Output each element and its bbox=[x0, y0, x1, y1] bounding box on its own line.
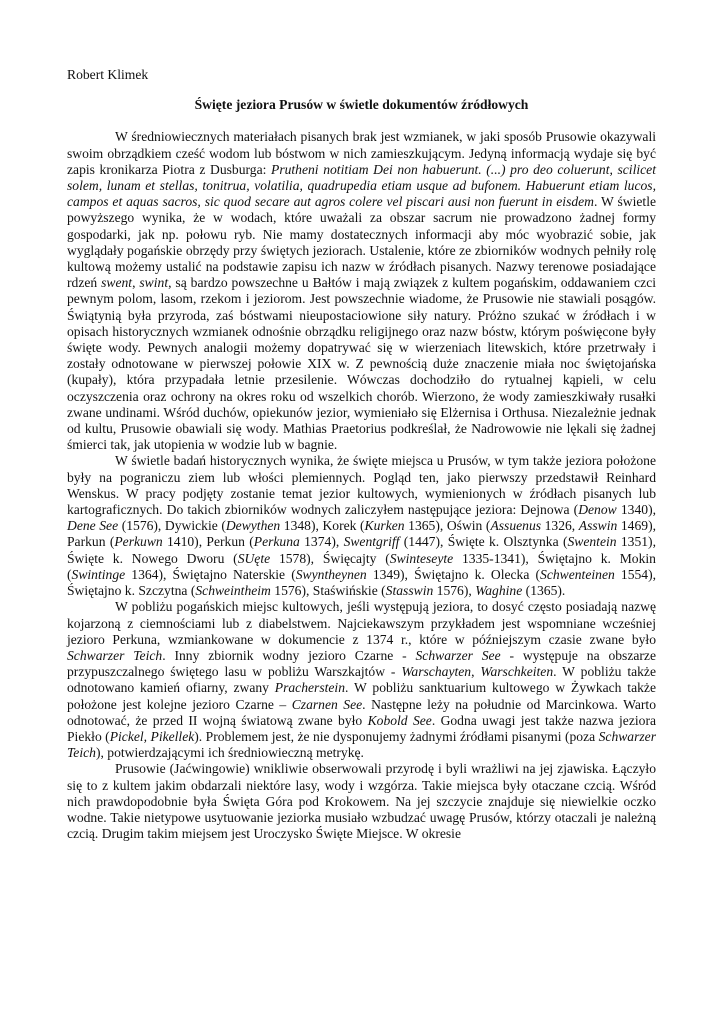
document-page bbox=[67, 67, 656, 842]
author-name: Robert Klimek bbox=[67, 67, 149, 82]
document-title: Święte jeziora Prusów w świetle dokumentów źródłowych bbox=[194, 97, 529, 113]
paragraph-1: W średniowiecznych materiałach pisanych brak jest wzmianek, w jaki sposób Prusowie okazywali swoim obrządkiem cześć wodom lub bóstwom w nich zamieszkującym. Jedyną informacją wydaje się być zapis kronikarza Piotra z Dusburga: Prutheni notitiam Dei non habuerunt. (...) pro deo coluerunt, scilicet solem, lunam et stellas, tonitrua, volatilia, quadrupedia etiam usque ad bufonem. Habuerunt etiam lucos, campos et aquas sacros, sic quod secare aut agros colere vel piscari ausi non fuerunt in eisdem. W świetle powyższego wynika, że w wodach, które uważali za obszar sacrum nie prowadzono żadnej formy gospodarki, jak np. połowu ryb. Nie mamy dostatecznych informacji aby móc wyobrazić sobie, jak wyglądały pogańskie obrzędy przy świętych jeziorach. Ustalenie, które ze zbiorników wodnych pełniły rolę kultową możemy ustalić na podstawie zapisu ich nazw w źródłach pisanych. Nazwy terenowe posiadające rdzeń swent, swint, są bardzo powszechne u Bałtów i mają związek z kultem pogańskim, oddawaniem czci pewnym polom, lasom, rzekom i jeziorom. Jest powszechnie wiadome, że Prusowie nie stawiali posągów. Świątynią była przyroda, zaś bóstwami nieupostaciowione siły natury. Próżno szukać w źródłach i w opisach historycznych wzmianek odnośnie obrządku religijnego oraz nazw bóstw, którym poświęcone były święte wody. Pewnych analogii możemy dopatrywać się w wierzeniach litewskich, które przetrwały i zostały odnotowane w pierwszej połowie XIX w. Z pewnością duże znaczenie miała noc świętojańska (kupały), która przypadała letnie przesilenie. Wówczas dochodziło do rytualnej kąpieli, w celu oczyszczenia oraz ochrony na okres roku od wszelkich chorób. Wierzono, że wody zamieszkiwały rusałki zwane undinami. Wśród duchów, opiekunów jezior, wymieniało się Elżernisa i Orthusa. Niezależnie jednak od kultu, Prusowie obawiali się wody. Mathias Praetorius podkreślał, że Nadrowowie nie lękali się żadnej śmierci tak, jak utopienia w wodzie lub w bagnie. bbox=[67, 129, 657, 453]
paragraph-4: Prusowie (Jaćwingowie) wnikliwie obserwowali przyrodę i byli wrażliwi na jej zjawiska. Łączyło się to z kultem jakim obdarzali niektóre lasy, wody i wzgórza. Takie miejsca były otaczane czcią. Wśród nich prawdopodobnie była Święta Góra pod Krokowem. Na jej szczycie znajduje się niewielkie oczko wodne. Takie nietypowe usytuowanie jeziorka musiało wzbudzać uwagę Prusów, którzy otaczali je należną czcią. Drugim takim miejsem jest Uroczysko Święte Miejsce. W okresie bbox=[67, 761, 656, 842]
paragraph-2: W świetle badań historycznych wynika, że święte miejsca u Prusów, w tym także jeziora położone były na pograniczu ziem lub włości plemiennych. Pogląd ten, jako pierwszy przedstawił Reinhard Wenskus. W pracy podjęty zostanie temat jezior kultowych, wymienionych w źródłach pisanych lub kartograficznych. Do takich zbiorników wodnych zaliczyłem następujące jeziora: Dejnowa (Denow 1340), Dene See (1576), Dywickie (Dewythen 1348), Korek (Kurken 1365), Oświn (Assuenus 1326, Asswin 1469), Parkun (Perkuwn 1410), Perkun (Perkuna 1374), Swentgriff (1447), Święte k. Olsztynka (Swentein 1351), Święte k. Nowego Dworu (SUęte 1578), Święcajty (Swinteseyte 1335-1341), Świętajno k. Mokin (Swintinge 1364), Świętajno Naterskie (Swyntheynen 1349), Świętajno k. Olecka (Schwenteinen 1554), Świętajno k. Szczytna (Schweintheim 1576), Staświńskie (Stasswin 1576), Waghine (1365). bbox=[67, 453, 657, 599]
paragraph-3: W pobliżu pogańskich miejsc kultowych, jeśli występują jeziora, to dosyć często posiadają nazwę kojarzoną z ciemnościami lub z diabelstwem. Najciekawszym przykładem jest wspomniane wcześniej jezioro Perkuna, wzmiankowane w dokumencie z 1374 r., które w późniejszym czasie zwane było Schwarzer Teich. Inny zbiornik wodny jezioro Czarne - Schwarzer See - występuje na obszarze przypuszczalnego świętego lasu w pobliżu Warszkajtów - Warschayten, Warschkeiten. W pobliżu także odnotowano kamień ofiarny, zwany Pracherstein. W pobliżu sanktuarium kultowego w Żywkach także położone jest kolejne jezioro Czarne – Czarnen See. Następne leży na południe od Marcinkowa. Warto odnotować, że przed II wojną światową zwane było Kobold See. Godna uwagi jest także nazwa jeziora Piekło (Pickel, Pikellek). Problemem jest, że nie dysponujemy żadnymi źródłami pisanymi (poza Schwarzer Teich), potwierdzającymi ich średniowieczną metrykę. bbox=[67, 599, 657, 761]
